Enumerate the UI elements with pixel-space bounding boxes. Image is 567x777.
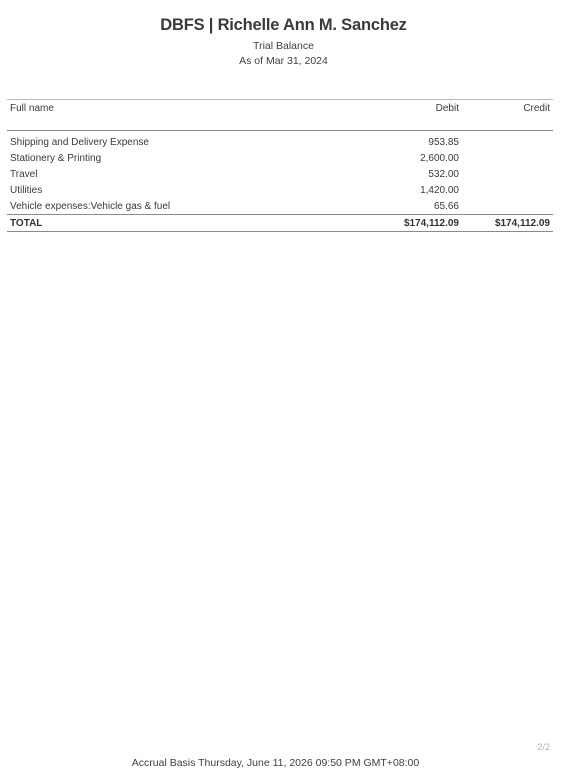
total-credit: $174,112.09 [462, 215, 553, 232]
debit-cell: 2,600.00 [420, 152, 459, 164]
debit-cell: 532.00 [428, 168, 459, 180]
account-name-cell: Shipping and Delivery Expense [10, 136, 149, 148]
table-row [7, 182, 553, 198]
report-period: As of Mar 31, 2024 [239, 55, 328, 67]
account-name-cell: Travel [10, 168, 38, 180]
company-name: DBFS | Richelle Ann M. Sanchez [160, 16, 407, 34]
column-header-debit: Debit [316, 100, 462, 131]
trial-balance-table [7, 99, 553, 232]
credit-cell [462, 166, 553, 182]
debit-cell: 65.66 [433, 200, 459, 212]
credit-cell [462, 131, 553, 151]
table-header-row [7, 100, 553, 131]
column-header-credit: Credit [462, 100, 553, 131]
total-label: TOTAL [7, 215, 316, 232]
credit-cell [462, 198, 553, 215]
account-name-cell: Vehicle expenses:Vehicle gas & fuel [10, 200, 171, 212]
total-row [7, 215, 553, 232]
total-debit: $174,112.09 [316, 215, 462, 232]
table-row [7, 131, 553, 151]
credit-cell [462, 150, 553, 166]
column-header-full-name: Full name [7, 100, 316, 131]
page-number: 2/2 [537, 742, 550, 752]
table-row [7, 198, 553, 215]
debit-cell: 953.85 [428, 136, 459, 148]
account-name-cell: Utilities [10, 184, 43, 196]
account-name-cell: Stationery & Printing [10, 152, 102, 164]
report-footer-basis: Accrual Basis Thursday, June 11, 2026 09:50 PM GMT+08:00 [131, 757, 420, 769]
debit-cell: 1,420.00 [420, 184, 459, 196]
credit-cell [462, 182, 553, 198]
report-title: Trial Balance [253, 40, 314, 52]
table-row [7, 150, 553, 166]
table-row [7, 166, 553, 182]
